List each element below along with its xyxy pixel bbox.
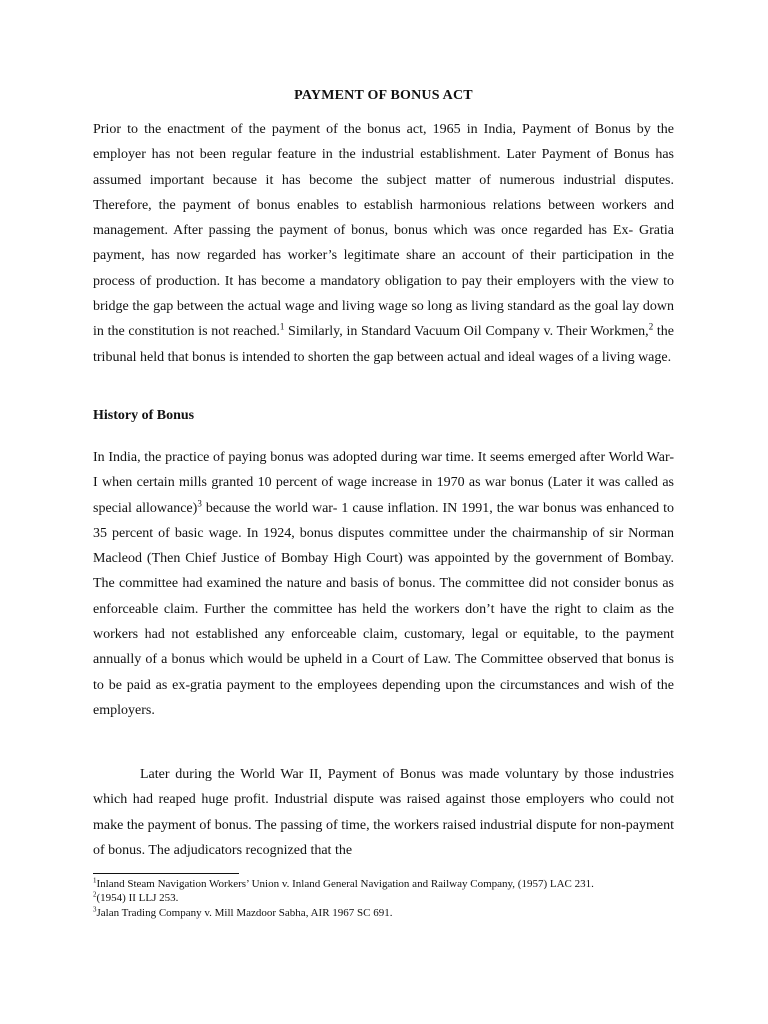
footnote-ref-1[interactable]: 1	[279, 321, 285, 332]
history-text-part2: because the world war- 1 cause inflation. IN 1991, the war bonus was enhanced to 35 percent of basic wage. In 1924, bonus disputes committee under the chairmanship of sir Norman Macleod (Then Chief Justice of Bombay High Court) was appointed by the government of Bombay. The committee had examined the nature and basis of bonus. The committee did not consider bonus as enforceable claim. Further the committee has held the workers don’t have the right to claim as the workers had not established any enforceable claim, customary, legal or equitable, to the payment annually of a bonus which would be upheld in a Court of Law. The Committee observed that bonus is to be paid as ex-gratia payment to the employees depending upon the circumstances and wish of the employers.	[93, 500, 674, 718]
history-heading: History of Bonus	[93, 408, 195, 423]
intro-text-part1: Prior to the enactment of the payment of the bonus act, 1965 in India, Payment of Bonus by the employer has not been regular feature in the industrial establishment. Later Payment of Bonus has assumed important because it has become the subject matter of numerous industrial disputes. Therefore, the payment of bonus enables to establish harmonious relations between workers and management. After passing the payment of bonus, bonus which was once regarded has Ex- Gratia payment, has now regarded has worker’s legitimate share an account of their participation in the process of production. It has become a mandatory obligation to pay their employers with the view to bridge the gap between the actual wage and living wage so long as living standard as the goal lay down in the constitution is not reached.	[93, 122, 674, 340]
footnote-text: Inland Steam Navigation Workers’ Union v. Inland General Navigation and Railway Company, (1957) LAC 231.	[96, 878, 594, 890]
footnote-separator	[93, 873, 239, 874]
history-paragraph	[93, 445, 674, 723]
footnotes	[93, 877, 674, 920]
footnote-number: 1	[93, 876, 97, 885]
intro-text-part2: Similarly, in Standard Vacuum Oil Company v. Their Workmen,	[284, 324, 649, 340]
footnote-number: 3	[93, 904, 97, 913]
footnote-ref-3[interactable]: 3	[197, 497, 202, 508]
intro-text-part3: the tribunal held that bonus is intended to shorten the gap between actual and ideal wages of a living wage.	[93, 324, 674, 365]
later-paragraph: Later during the World War II, Payment of Bonus was made voluntary by those industries which had reaped huge profit. Industrial dispute was raised against those employers who could not make the payment of bonus. The passing of time, the workers raised industrial dispute for non-payment of bonus. The adjudicators recognized that the	[93, 767, 674, 858]
footnote-2	[93, 891, 674, 905]
footnote-3	[93, 906, 674, 920]
footnote-number: 2	[93, 890, 97, 899]
footnote-text: Jalan Trading Company v. Mill Mazdoor Sabha, AIR 1967 SC 691.	[96, 906, 393, 919]
footnote-1	[93, 877, 674, 891]
document-title: PAYMENT OF BONUS ACT	[294, 88, 473, 103]
intro-paragraph	[93, 117, 674, 370]
footnote-ref-2[interactable]: 2	[648, 321, 654, 332]
history-text-part1: In India, the practice of paying bonus was adopted during war time. It seems emerged after World War-I when certain mills granted 10 percent of wage increase in 1970 as war bonus (Later it was called as special allowance)	[93, 450, 674, 516]
footnote-text: (1954) II LLJ 253.	[96, 892, 179, 905]
